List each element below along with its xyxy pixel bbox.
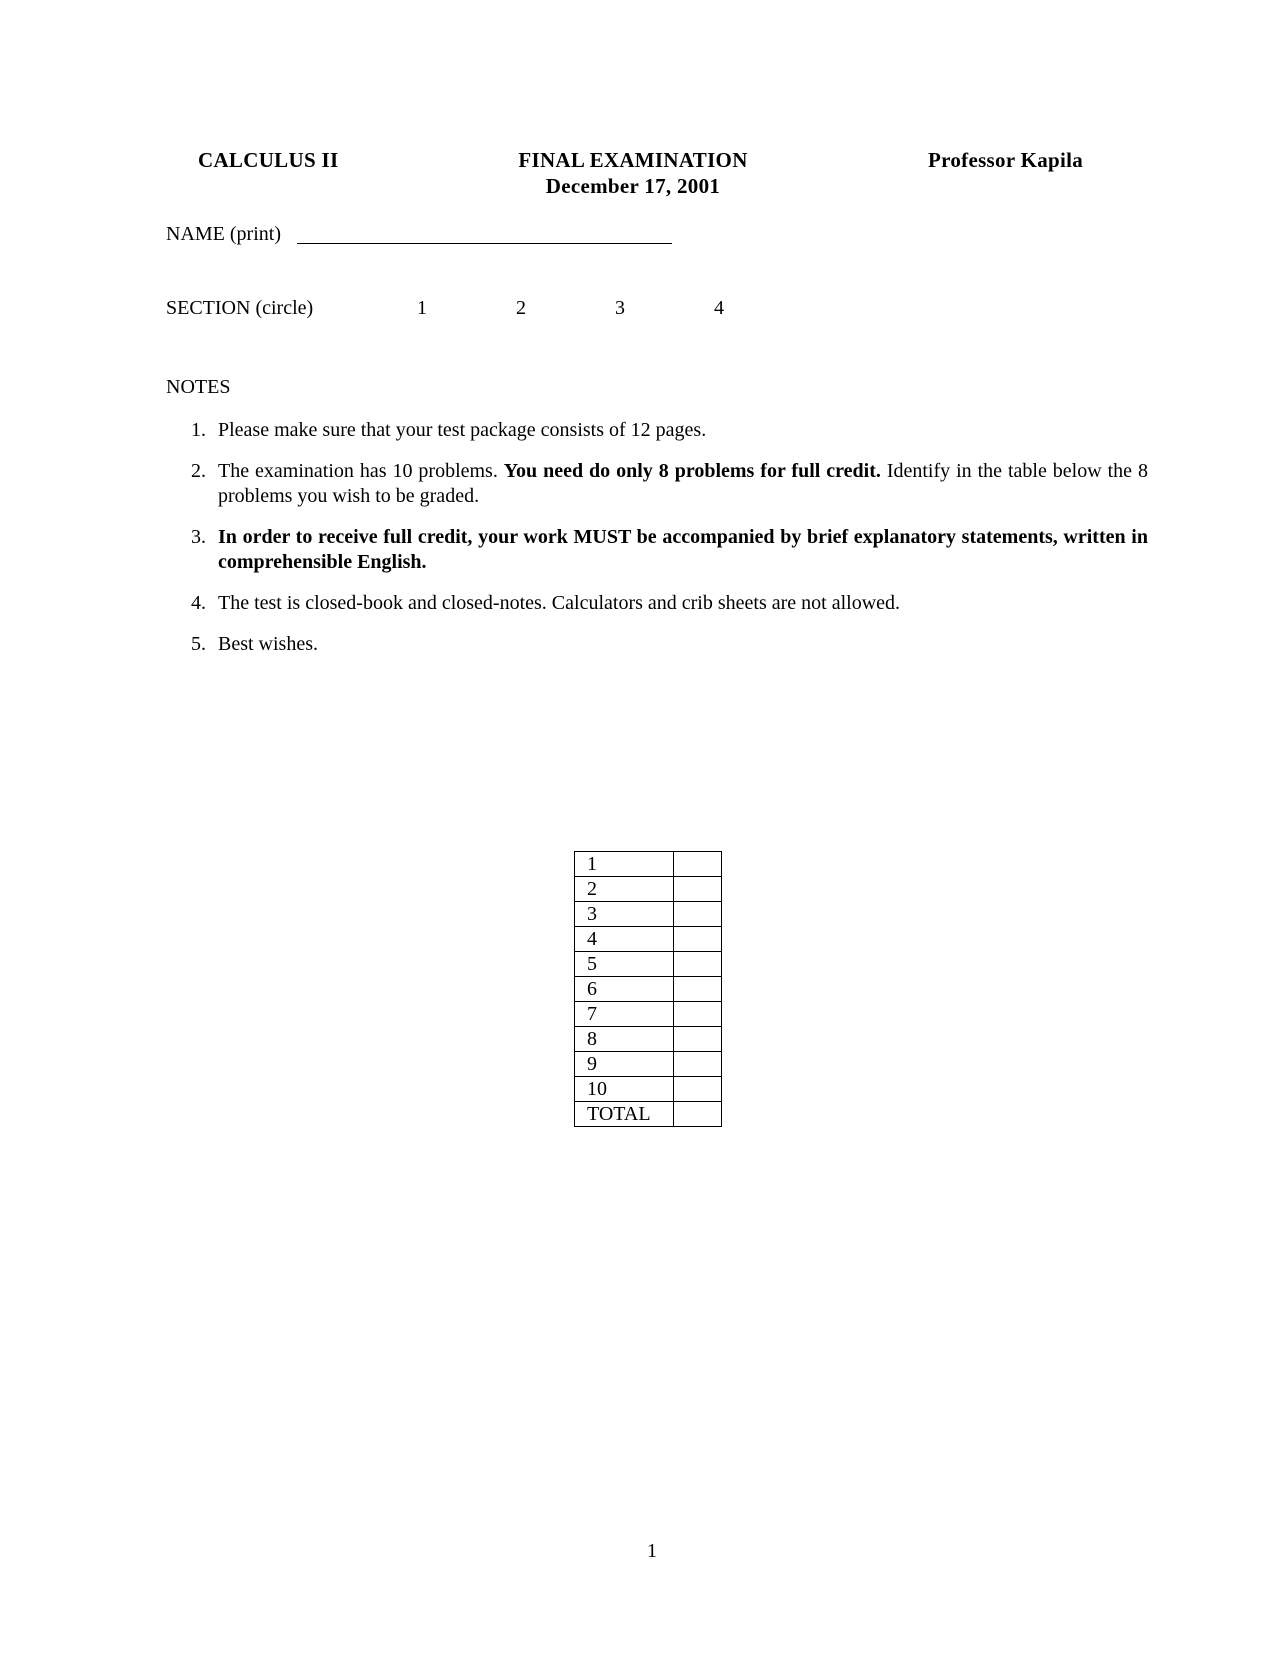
table-row: [575, 902, 722, 927]
score-cell[interactable]: [674, 977, 722, 1002]
score-cell[interactable]: [674, 1052, 722, 1077]
problem-label: 1: [575, 852, 674, 877]
score-cell[interactable]: [674, 1077, 722, 1102]
section-option-4[interactable]: 4: [714, 297, 724, 319]
problem-label: 4: [575, 927, 674, 952]
note-text: The test is closed-book and closed-notes. Calculators and crib sheets are not allowed.: [218, 592, 901, 614]
note-number: 5.: [191, 633, 206, 655]
professor-name: Professor Kapila: [928, 148, 1084, 172]
note-number: 1.: [191, 419, 206, 441]
table-row-total: [575, 1102, 722, 1127]
page-number: 1: [647, 1540, 657, 1562]
score-cell[interactable]: [674, 952, 722, 977]
problem-label: 6: [575, 977, 674, 1002]
name-field[interactable]: [297, 243, 672, 244]
note-number: 3.: [191, 526, 206, 548]
score-cell[interactable]: [674, 877, 722, 902]
section-option-1[interactable]: 1: [417, 297, 427, 319]
note-text: Please make sure that your test package consists of 12 pages.: [218, 419, 707, 441]
total-score-cell[interactable]: [674, 1102, 722, 1127]
score-cell[interactable]: [674, 927, 722, 952]
table-row: [575, 1002, 722, 1027]
note-item: [166, 632, 1148, 657]
note-item: [166, 525, 1148, 575]
note-number: 2.: [191, 460, 206, 482]
table-row: [575, 1052, 722, 1077]
problem-label: 10: [575, 1077, 674, 1102]
total-label: TOTAL: [575, 1102, 674, 1127]
course-title: CALCULUS II: [198, 148, 339, 172]
exam-title: FINAL EXAMINATION: [518, 148, 748, 172]
problem-label: 8: [575, 1027, 674, 1052]
section-option-3[interactable]: 3: [615, 297, 625, 319]
score-cell[interactable]: [674, 1002, 722, 1027]
score-cell[interactable]: [674, 1027, 722, 1052]
table-row: [575, 952, 722, 977]
note-item: [166, 459, 1148, 509]
score-cell[interactable]: [674, 852, 722, 877]
table-row: [575, 927, 722, 952]
section-label: SECTION (circle): [166, 297, 314, 319]
problem-label: 2: [575, 877, 674, 902]
note-text: Identify in the table below the 8 problems you wish to be graded.: [218, 460, 1148, 507]
problem-label: 7: [575, 1002, 674, 1027]
exam-date: December 17, 2001: [545, 174, 721, 198]
table-row: [575, 977, 722, 1002]
table-row: [575, 852, 722, 877]
note-item: [166, 591, 1148, 616]
note-text: The examination has 10 problems.: [218, 460, 504, 482]
note-text: Best wishes.: [218, 633, 318, 655]
problem-label: 9: [575, 1052, 674, 1077]
score-table: [574, 851, 722, 1127]
note-number: 4.: [191, 592, 206, 614]
table-row: [575, 1077, 722, 1102]
note-text-bold: In order to receive full credit, your work MUST be accompanied by brief explanatory statements, written in comprehensible English.: [218, 526, 1148, 573]
note-text-bold: You need do only 8 problems for full credit.: [503, 460, 881, 482]
score-cell[interactable]: [674, 902, 722, 927]
section-option-2[interactable]: 2: [516, 297, 526, 319]
notes-list: [166, 418, 1148, 673]
problem-label: 5: [575, 952, 674, 977]
notes-heading: NOTES: [166, 376, 231, 398]
problem-label: 3: [575, 902, 674, 927]
table-row: [575, 877, 722, 902]
name-label: NAME (print): [166, 223, 281, 245]
note-item: [166, 418, 1148, 443]
table-row: [575, 1027, 722, 1052]
